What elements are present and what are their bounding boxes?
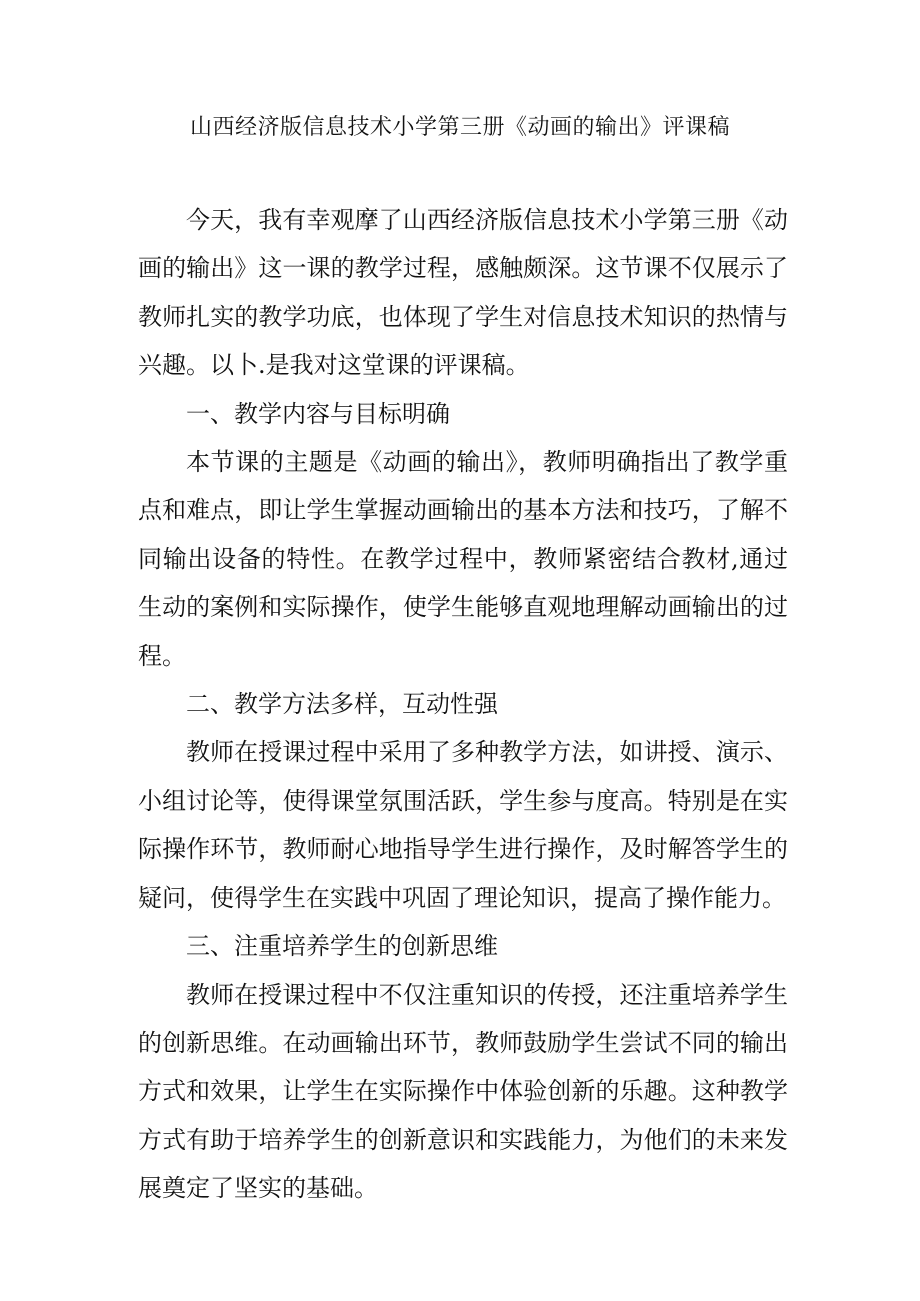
section-body-2: 教师在授课过程中采用了多种教学方法，如讲授、演示、小组讨论等，使得课堂氛围活跃，学生参与度高。特别是在实际操作环节，教师耐心地指导学生进行操作，及时解答学生的疑问，使得学生在实践中巩固了理论知识，提高了操作能力。 [138, 738, 788, 912]
section-heading-3: 三、注重培养学生的创新思维 [186, 932, 498, 961]
document-body [138, 196, 788, 1213]
section-body-3: 教师在授课过程中不仅注重知识的传授，还注重培养学生的创新思维。在动画输出环节，教师鼓励学生尝试不同的输出方式和效果，让学生在实际操作中体验创新的乐趣。这种教学方式有助于培养学生的创新意识和实践能力，为他们的未来发展奠定了坚实的基础。 [138, 980, 788, 1203]
section-heading-2: 二、教学方法多样，互动性强 [186, 690, 498, 719]
document-title: 山西经济版信息技术小学第三册《动画的输出》评课稿 [189, 115, 730, 140]
section-heading-1: 一、教学内容与目标明确 [186, 399, 450, 428]
section-body-1: 本节课的主题是《动画的输出》，教师明确指出了教学重点和难点，即让学生掌握动画输出的基本方法和技巧，了解不同输出设备的特性。在教学过程中，教师紧密结合教材,通过生动的案例和实际操作，使学生能够直观地理解动画输出的过程。 [138, 448, 788, 670]
intro-paragraph: 今天，我有幸观摩了山西经济版信息技术小学第三册《动画的输出》这一课的教学过程，感触颇深。这节课不仅展示了教师扎实的教学功底，也体现了学生对信息技术知识的热情与兴趣。以卜.是我对这堂课的评课稿。 [138, 206, 788, 380]
